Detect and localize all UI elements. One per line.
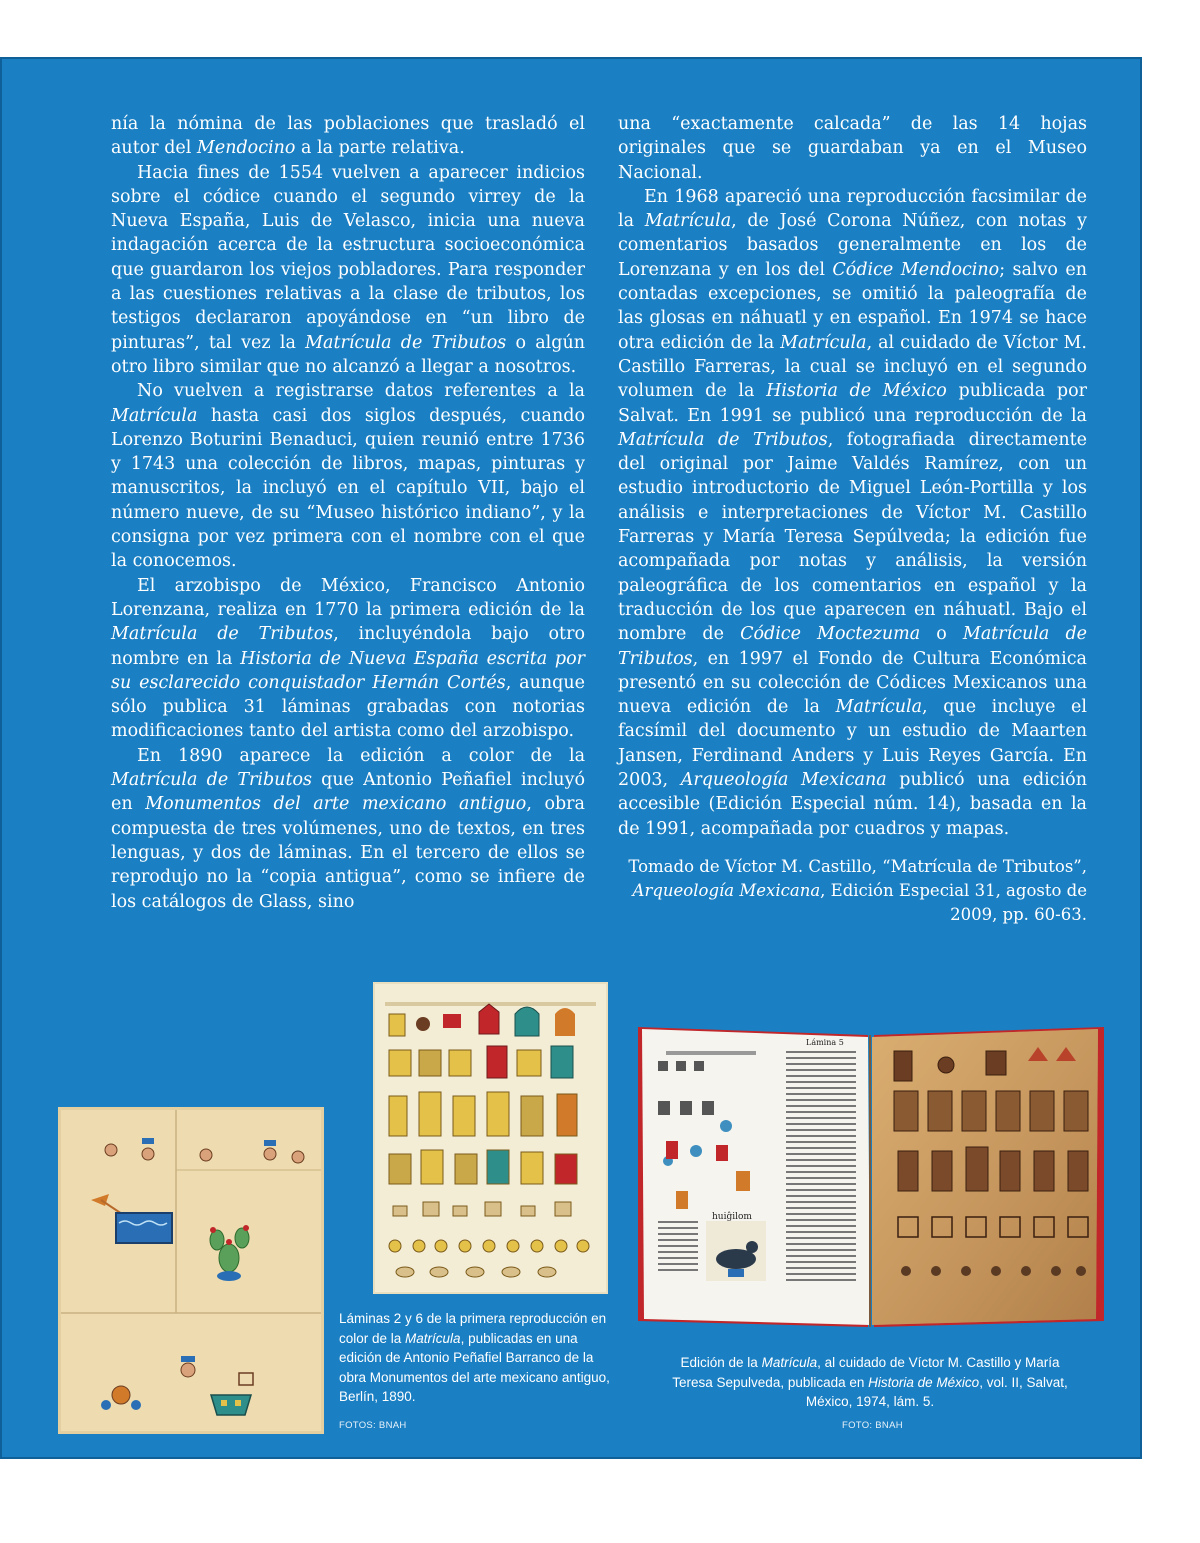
text-run: En 1890 aparece la edición a color de la (137, 745, 585, 766)
article-paragraph (111, 379, 585, 573)
article-source-citation (618, 855, 1087, 927)
middle-image-caption (339, 1309, 614, 1407)
text-run: , al cuidado de Víctor M. Castillo Farreras, la cual se incluyó en el segundo volumen de la (618, 332, 1087, 402)
text-run: , de José Corona Núñez, con notas y comentarios basados generalmente en los de Lorenzana y en los del (618, 211, 1087, 280)
article-paragraph (618, 185, 1087, 841)
text-run: , publicadas en una edición de Antonio Peñafiel Barranco de la obra Monumentos del arte mexicano antiguo, Berlín, 1890. (339, 1330, 610, 1404)
article-right-paragraphs (618, 112, 1087, 841)
italic-run: Matrícula de Tributos (111, 624, 334, 645)
italic-run: Historia de México (766, 381, 947, 402)
article-right-column (618, 112, 1087, 927)
italic-run: Códice Moctezuma (740, 624, 921, 645)
text-run: publicada por Salvat. En 1991 se publicó una reproducción de la (618, 381, 1087, 426)
text-run: , vol. II, Salvat, México, 1974, lám. 5. (805, 1374, 1068, 1409)
text-run: que Antonio Peñafiel incluyó en (111, 770, 585, 815)
italic-run: Historia de México (868, 1374, 980, 1390)
italic-run: Matrícula de Tributos (305, 332, 507, 353)
italic-run: Mendocino (196, 138, 296, 159)
italic-run: Matrícula de Tributos (111, 770, 312, 791)
codex-plate-image-left (58, 1107, 324, 1434)
book-page-heading: Lámina 5 (806, 1038, 844, 1047)
text-run: Tomado de Víctor M. Castillo, “Matrícula de Tributos”, (628, 856, 1087, 876)
text-run: El arzobispo de México, Francisco Antonio Lorenzana, realiza en 1770 la primera edición de la (111, 575, 585, 620)
text-run: hasta casi dos siglos después, cuando Lorenzo Boturini Benaduci, quien reunió entre 1736 y 1743 una colección de libros, mapas, pinturas y manuscritos, la incluyó en el capítulo VII, bajo el número nueve, de su “Museo histórico indiano”, y la consigna por vez primera con el nombre con el que la conocemos. (111, 405, 585, 572)
text-run: , aunque sólo publica 31 láminas grabadas con notorias modificaciones tanto del artista como del arzobispo. (111, 672, 585, 742)
text-run: Láminas 2 y 6 de la primera reproducción en color de la (339, 1311, 607, 1346)
italic-run: Matrícula (111, 405, 198, 426)
right-image-credit: FOTO: BNAH (842, 1420, 903, 1431)
text-run: , incluyéndola bajo otro nombre en la (111, 624, 585, 669)
italic-run: Matrícula (644, 211, 732, 232)
italic-run: Historia de Nueva España escrita por su esclarecido conquistador Hernán Cortés (111, 648, 585, 693)
text-run: , Edición Especial 31, agosto de 2009, pp. 60-63. (820, 880, 1087, 924)
text-run: a la parte relativa. (295, 138, 465, 159)
text-run: , al cuidado de Víctor M. Castillo y María Teresa Sepulveda, publicada en (672, 1355, 1060, 1390)
codex-plate-image-middle (373, 982, 608, 1294)
middle-image-credit: FOTOS: BNAH (339, 1420, 407, 1431)
text-run: En 1968 apareció una reproducción facsimilar de la (618, 186, 1087, 232)
text-run: , en 1997 el Fondo de Cultura Económica presentó en su colección de Códices Mexicanos una nueva edición de la (618, 648, 1087, 718)
text-run: , obra compuesta de tres volúmenes, uno de textos, en tres lenguas, y dos de láminas. En el tercero de ellos se reprodujo no la “copia antigua”, como se infiere de los catálogos de Glass, sino (111, 794, 585, 912)
article-paragraph (111, 112, 585, 161)
right-image-caption (660, 1353, 1080, 1412)
italic-run: Monumentos del arte mexicano antiguo (145, 794, 527, 815)
article-paragraph (618, 112, 1087, 185)
italic-run: Matrícula de Tributos (618, 624, 1087, 669)
text-run: o (920, 624, 963, 645)
text-run: , que incluye el facsímil del documento y un estudio de Maarten Jansen, Ferdinand Anders y Luis Reyes García. En 2003, (618, 697, 1087, 791)
text-run: una “exactamente calcada” de las 14 hojas originales que se guardaban ya en el Museo Nacional. (618, 114, 1087, 183)
article-paragraph (111, 744, 585, 914)
article-paragraph (111, 161, 585, 380)
italic-run: Arqueología Mexicana (680, 770, 887, 791)
text-run: Hacia fines de 1554 vuelven a aparecer indicios sobre el códice cuando el segundo virrey de la Nueva España, Luis de Velasco, inicia una nueva indagación acerca de la estructura socioeconómica que guardaron los viejos pobladores. Para responder a las cuestiones relativas a la clase de tributos, los testigos declararon apoyándose en “un libro de pinturas”, tal vez la (111, 162, 585, 353)
text-run: o algún otro libro similar que no alcanzó a llegar a nosotros. (111, 332, 586, 377)
open-book-image (636, 1021, 1106, 1335)
text-run: Edición de la (680, 1355, 762, 1370)
article-paragraph (111, 574, 585, 744)
italic-run: Matrícula (835, 697, 923, 718)
text-run: ; salvo en contadas excepciones, se omitió la paleografía de las glosas en náhuatl y en español. En 1974 se hace otra edición de la (618, 259, 1087, 353)
italic-run: Matrícula (405, 1330, 461, 1346)
italic-run: Matrícula (780, 332, 867, 353)
article-left-column (111, 112, 585, 914)
book-glyph-label: huiĝilom (712, 1212, 752, 1222)
text-run: publicó una edición accesible (Edición Especial núm. 14), basada en la de 1991, acompañada por cuadros y mapas. (618, 770, 1087, 839)
italic-run: Matrícula de Tributos (618, 429, 828, 450)
italic-run: Arqueología Mexicana (632, 880, 821, 900)
text-run: nía la nómina de las poblaciones que trasladó el autor del (111, 114, 585, 159)
text-run: No vuelven a registrarse datos referentes a la (137, 381, 585, 402)
italic-run: Matrícula (761, 1355, 818, 1370)
italic-run: Códice Mendocino (832, 259, 1000, 280)
text-run: , fotografiada directamente del original por Jaime Valdés Ramírez, con un estudio introductorio de Miguel León-Portilla y los análisis e interpretaciones de Víctor M. Castillo Farreras y María Teresa Sepúlveda; la edición fue acompañada por notas y análisis, la versión paleográfica de los comentarios en español y la traducción de los que aparecen en náhuatl. Bajo el nombre de (618, 429, 1087, 645)
